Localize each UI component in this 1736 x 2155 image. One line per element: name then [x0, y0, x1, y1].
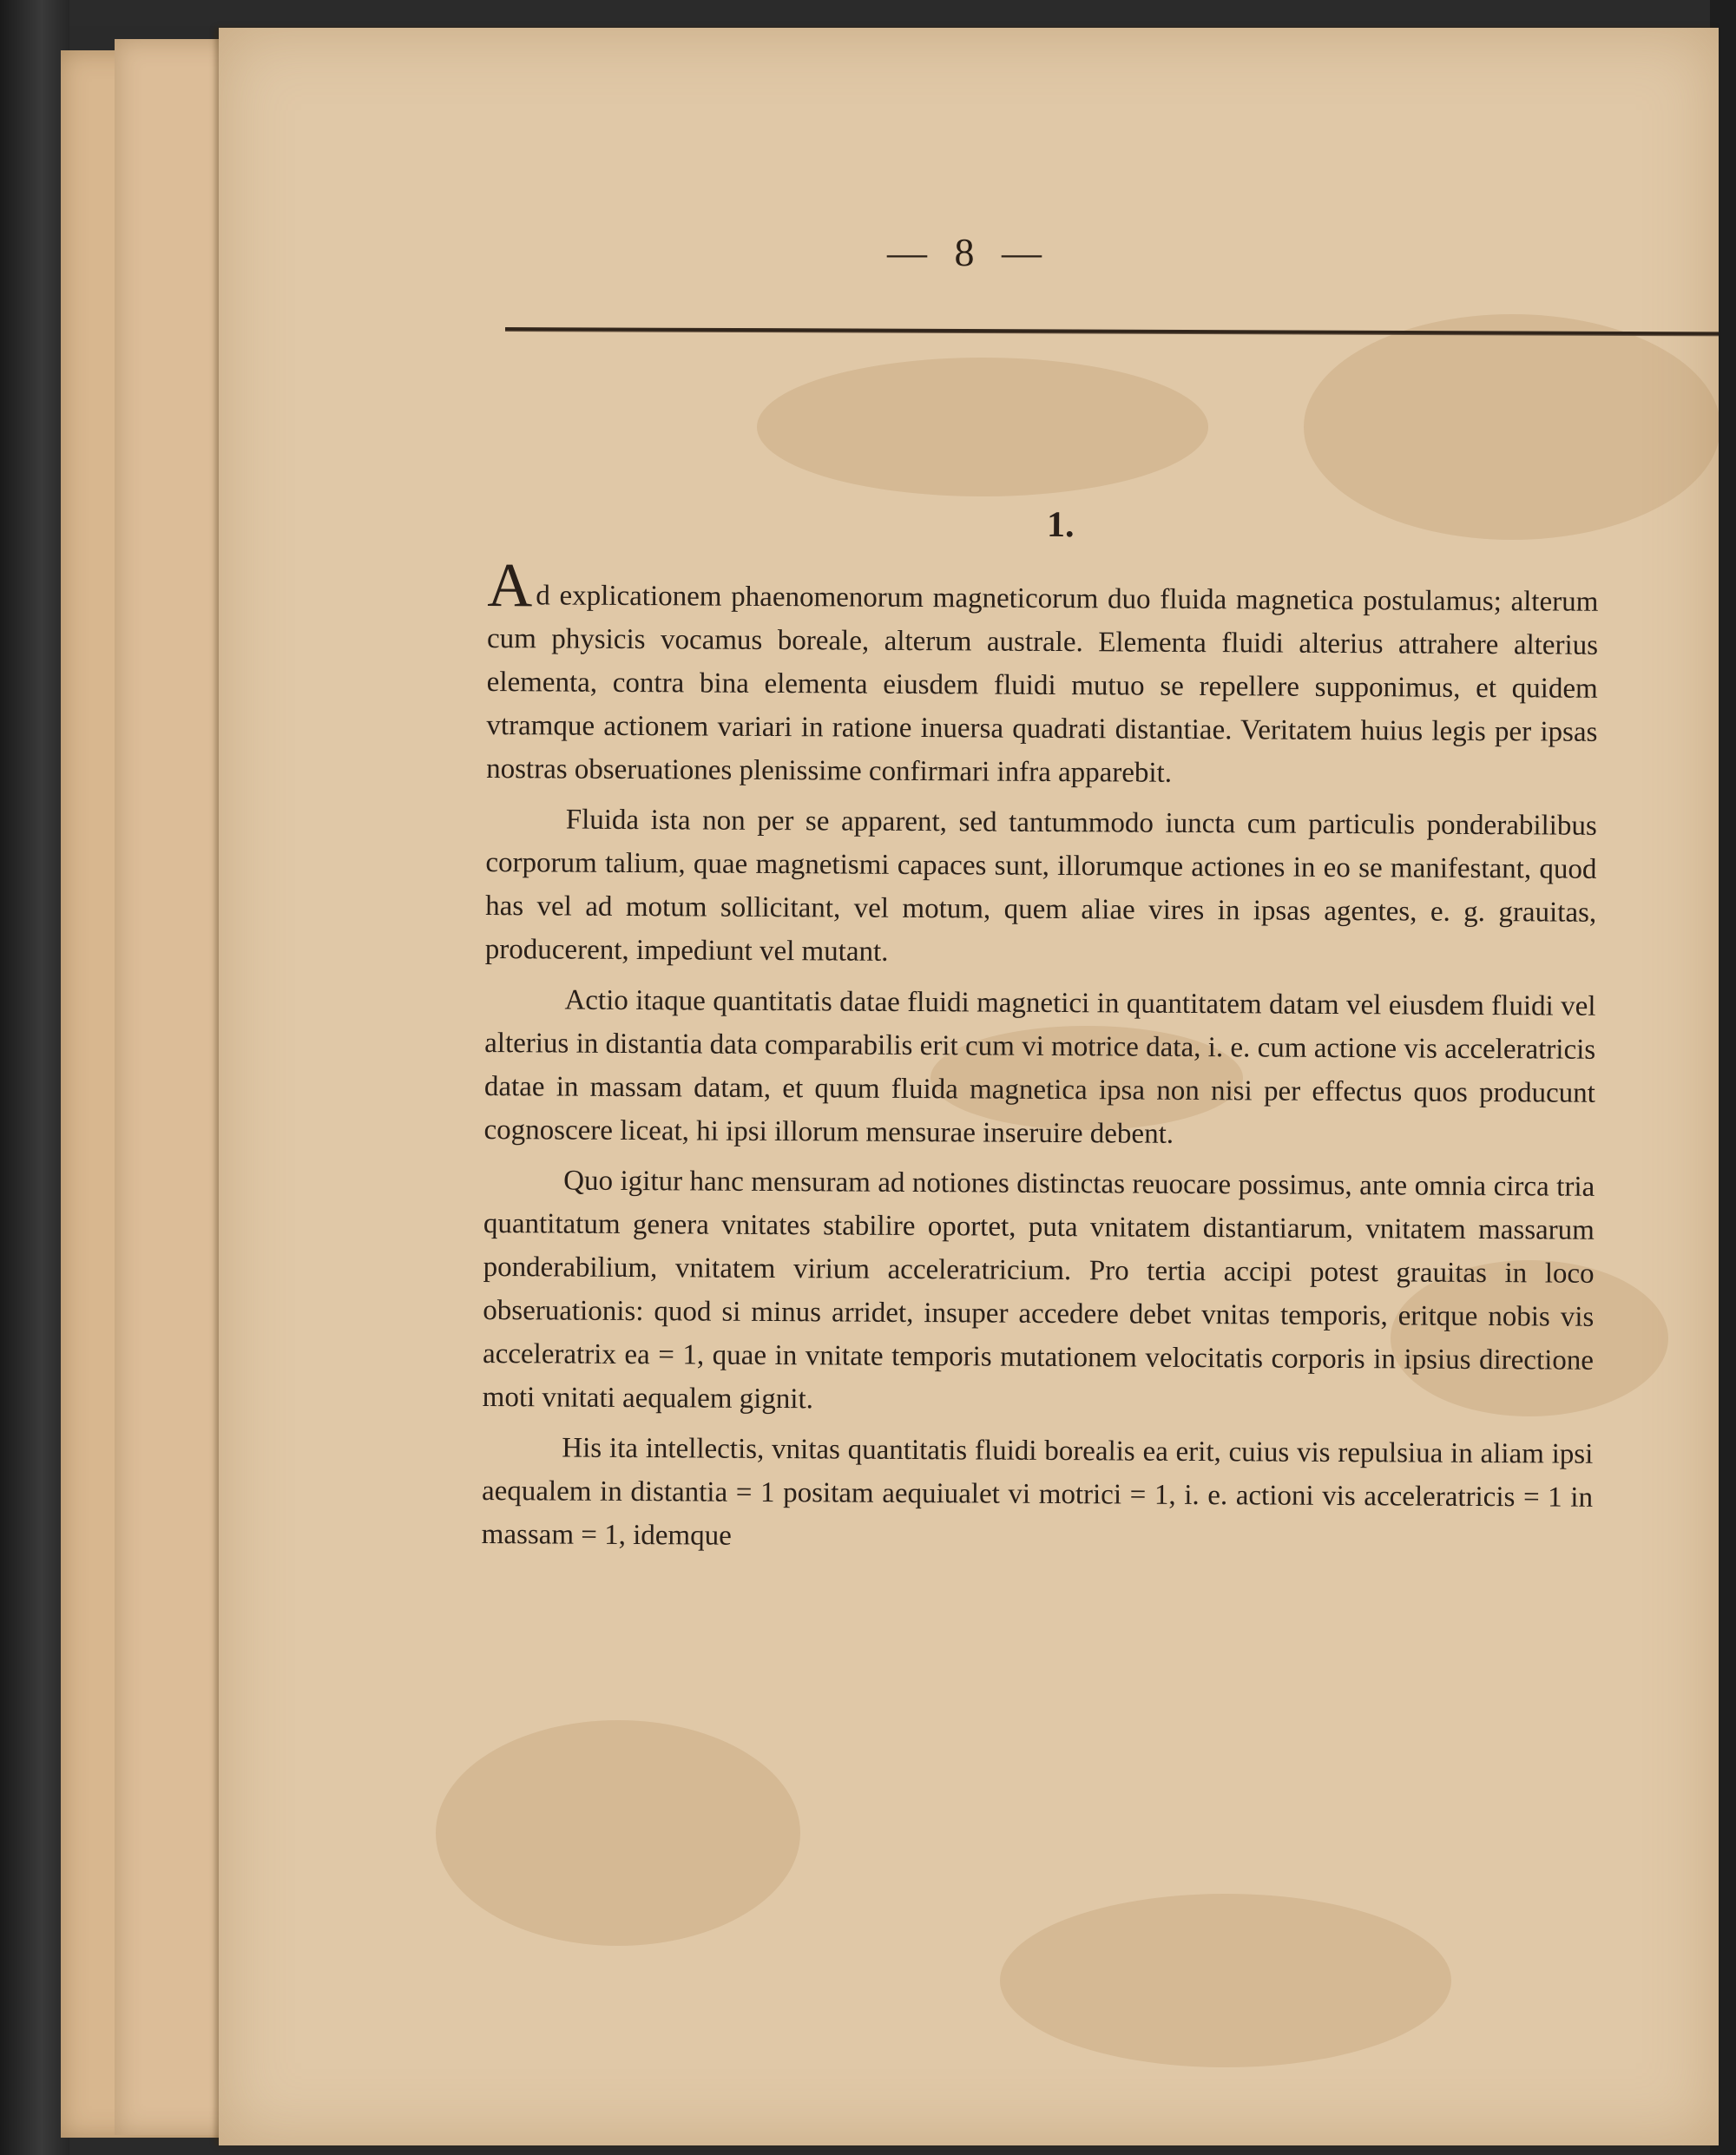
paragraph-text: Fluida ista non per se apparent, sed tantummodo iuncta cum particulis ponderabilibus corporum talium, quae magnetismi capaces sunt, illorumque actiones in eo se manifestant, quod has vel ad motum sollicitant, vel motum, quem aliae vires in ipsas agentes, e. g. grauitas, producerent, impediunt vel mutant. — [484, 804, 1597, 968]
paragraph-text: His ita intellectis, vnitas quantitatis fluidi borealis ea erit, cuius vis repulsiua in aliam ipsi aequalem in distantia = 1 positam aequiualet vi motrici = 1, i. e. actioni vis acceleratricis = 1 in massam = 1, idemque — [481, 1432, 1594, 1552]
section-number: 1. — [1046, 504, 1075, 546]
paragraph-text: Actio itaque quantitatis datae fluidi magnetici in quantitatem datam vel eiusdem fluidi vel alterius in distantia data comparabilis erit cum vi motrice data, i. e. cum actione vis acceleratricis datae in massam datam, et quum fluida magnetica ipsa non nisi per effectus quos producunt cognoscere liceat, hi ipsi illorum mensurae inseruire debent. — [483, 984, 1596, 1150]
paragraph-2 — [485, 798, 1597, 978]
paragraph-text: Quo igitur hanc mensuram ad notiones distinctas reuocare possimus, ante omnia circa tria quantitatum genera vnitates stabilire oportet, puta vnitatem distantiarum, vnitatem massarum ponderabilium, vnitatem virium acceleratricium. Pro tertia accipi potest grauitas in loco obseruationis: quod si minus arridet, insuper accedere debet vnitas temporis, eritque nobis vis acceleratrix ea = 1, quae in vnitate temporis mutationem velocitatis corporis in ipsius directione moti vnitati aequalem gignit. — [482, 1165, 1595, 1416]
paragraph-4 — [483, 1159, 1595, 1426]
drop-cap: A — [487, 549, 533, 621]
main-text — [482, 503, 1599, 1570]
scan-background-top — [0, 0, 1736, 26]
foxing-stain — [757, 358, 1208, 496]
paragraph-5 — [482, 1426, 1594, 1563]
book-binding — [0, 0, 69, 2155]
paragraph-3 — [483, 978, 1595, 1159]
paragraph-1 — [486, 549, 1599, 798]
foxing-stain — [1304, 314, 1719, 540]
foxing-stain — [1000, 1894, 1451, 2067]
paragraph-text: d explicationem phaenomenorum magneticorum duo fluida magnetica postulamus; alterum cum physicis vocamus boreale, alterum australe. Elementa fluidi alterius attrahere alterius elementa, contra bina elementa eiusdem fluidi mutuo se repellere supponimus, et quidem vtramque actionem variari in ratione inuersa quadrati distantiae. Veritatem huius legis per ipsas nostras obseruationes plenissime confirmari infra apparebit. — [486, 580, 1599, 789]
page-number: — 8 — — [887, 230, 1050, 274]
foxing-stain — [436, 1720, 800, 1946]
